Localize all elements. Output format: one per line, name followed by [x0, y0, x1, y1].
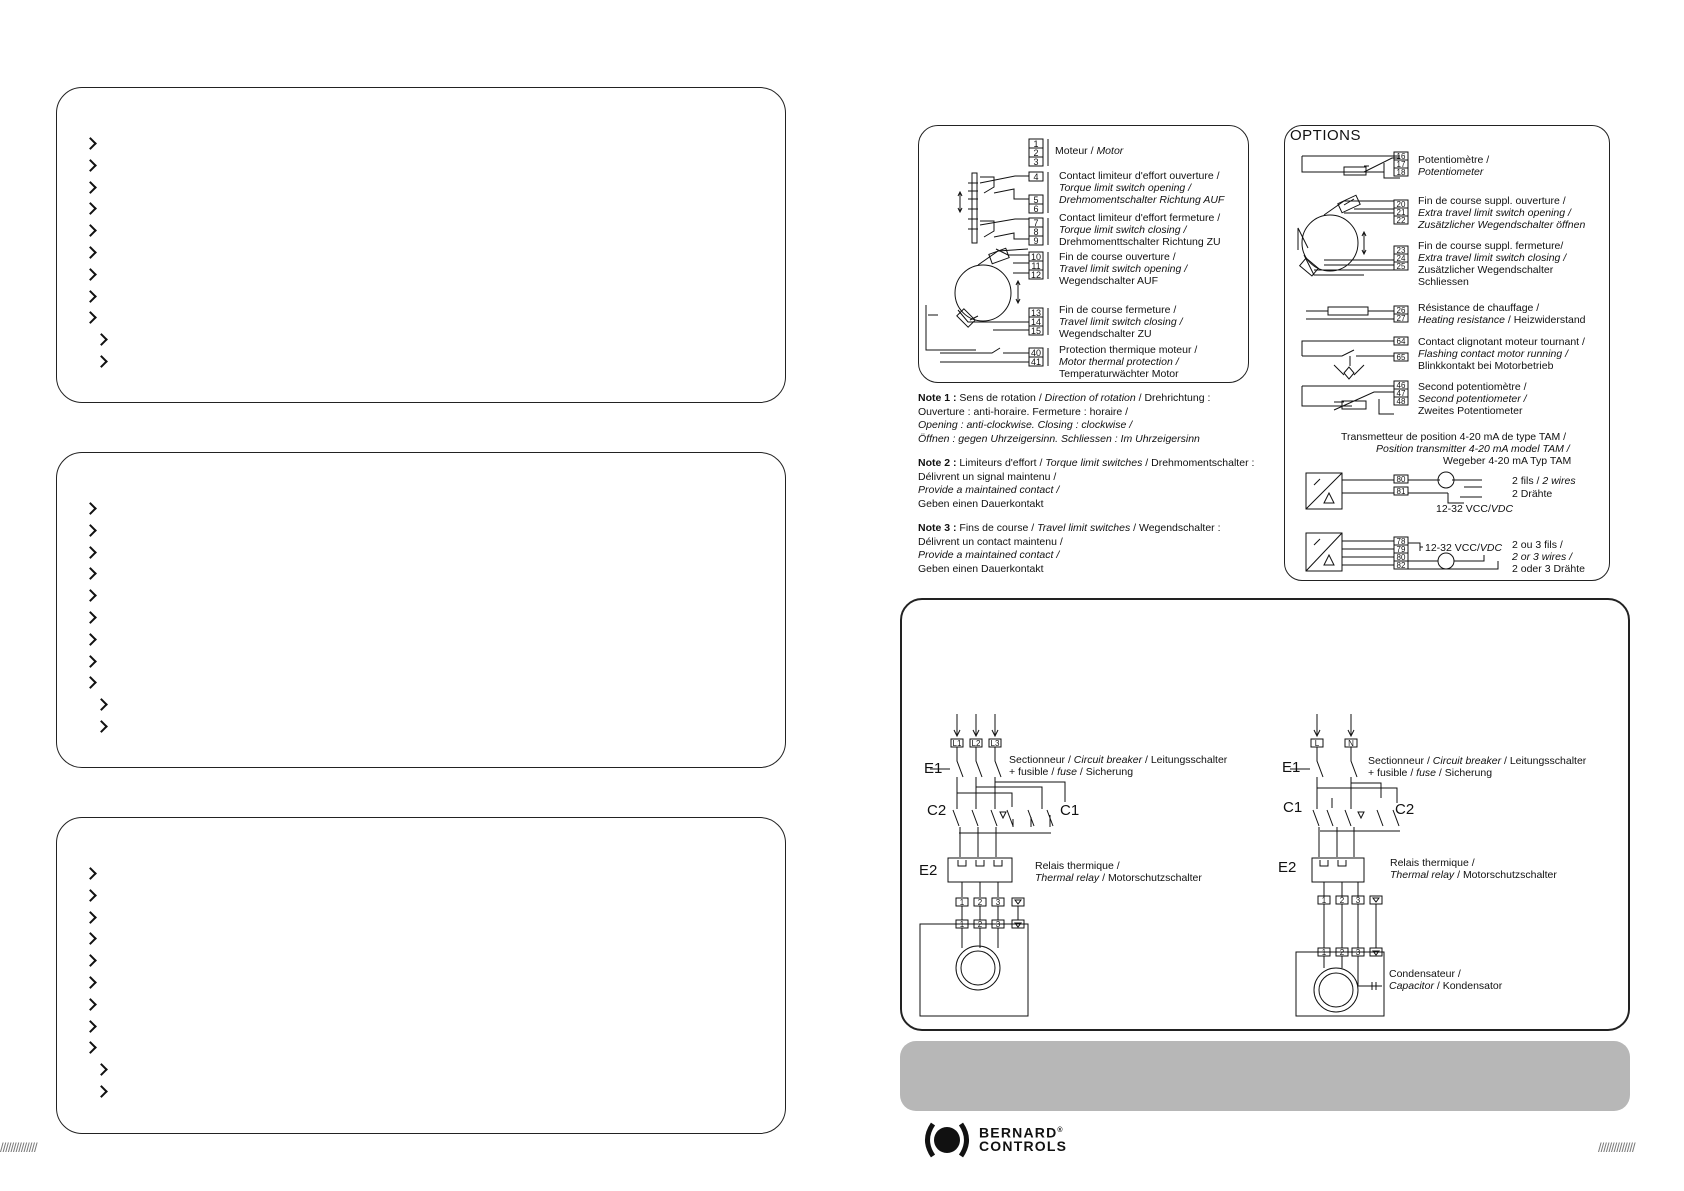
note-text: / Wegendschalter : [1130, 522, 1221, 534]
supply-phase-label: L1 [952, 739, 962, 748]
options-label [1418, 393, 1527, 405]
supply-label-part: Relais thermique / [1035, 860, 1120, 872]
options-label-part: Zweites Potentiometer [1418, 405, 1523, 417]
options-terminal-number: 17 [1396, 160, 1406, 169]
options-label-part: 2 ou 3 fils / [1512, 539, 1563, 551]
supply-phase-label: N [1348, 739, 1354, 748]
note-title: Note 3 : [918, 522, 957, 534]
options-label-part: Zusätzlicher Wegendschalter öffnen [1418, 219, 1586, 231]
options-label [1418, 405, 1522, 417]
options-label-part: VDC [1490, 503, 1514, 515]
supply-terminal-number: 1 [1321, 948, 1327, 957]
options-label [1418, 276, 1469, 288]
wiring-label-part: Drehmomentschalter Richtung AUF [1059, 194, 1225, 206]
supply-tag: C1 [1283, 799, 1303, 816]
options-label-part: VDC [1479, 542, 1503, 554]
supply-phase-label: L2 [971, 739, 981, 748]
options-label-part: 2 fils / [1512, 475, 1543, 487]
note-text: Geben einen Dauerkontakt [918, 562, 1044, 575]
options-label-part: Second potentiomètre / [1418, 381, 1527, 393]
options-label [1418, 314, 1586, 326]
options-label [1418, 360, 1553, 372]
note-line [918, 471, 1254, 485]
note-line [918, 536, 1221, 550]
note-text: Torque limit switches [1045, 457, 1143, 469]
options-label-part: Flashing contact motor running / [1418, 348, 1568, 360]
options-terminal-number: 27 [1396, 314, 1406, 323]
options-label-part: 12-32 VCC/ [1425, 542, 1480, 554]
options-label-part: Contact clignotant moteur tournant / [1418, 336, 1585, 348]
supply-terminal-number: 1 [1321, 896, 1327, 905]
supply-label-part: Circuit breaker [1073, 754, 1143, 766]
supply-label-part: / Motorschutzschalter [1454, 869, 1557, 881]
note-line [918, 522, 1221, 536]
wiring-label [1059, 304, 1176, 316]
wiring-label [1059, 316, 1183, 328]
options-label-part: Extra travel limit switch opening / [1418, 207, 1571, 219]
wiring-label-part: Torque limit switch opening / [1059, 182, 1192, 194]
wiring-label-part: Moteur / [1055, 145, 1097, 157]
options-label [1418, 166, 1483, 178]
note-text: Travel limit switches [1037, 522, 1131, 534]
wiring-label [1059, 194, 1224, 206]
options-label-part: 12-32 VCC/ [1436, 503, 1491, 515]
wiring-terminal-number: 7 [1033, 218, 1039, 228]
supply-terminal-number: 3 [1355, 948, 1361, 957]
supply-label [1390, 857, 1475, 869]
wiring-label [1059, 182, 1191, 194]
wiring-label-part: Fin de course fermeture / [1059, 304, 1177, 316]
wiring-terminal-number: 1 [1033, 139, 1039, 149]
options-terminal-number: 16 [1396, 152, 1406, 161]
wiring-label-part: Motor thermal protection / [1059, 356, 1179, 368]
wiring-terminal-number: 9 [1033, 236, 1039, 246]
supply-terminal-number: 2 [977, 920, 983, 929]
options-label-part: Potentiomètre / [1418, 154, 1490, 166]
note-text: Geben einen Dauerkontakt [918, 497, 1044, 510]
wiring-terminal-number: 4 [1033, 172, 1039, 182]
note-line [918, 457, 1254, 471]
options-label [1418, 336, 1585, 348]
options-terminal-number: 82 [1396, 561, 1406, 570]
supply-phase-label: L [1314, 739, 1320, 748]
supply-label-part: Relais thermique / [1390, 857, 1475, 869]
supply-label [1390, 869, 1557, 881]
supply-label [1035, 872, 1202, 884]
supply-tag: E2 [919, 862, 938, 879]
supply-label-part: / Leitungsschalter [1142, 754, 1228, 766]
wiring-terminal-number: 5 [1033, 195, 1039, 205]
note-2 [918, 457, 1254, 511]
note-line [918, 498, 1254, 512]
options-label [1418, 381, 1527, 393]
wiring-label-part: Contact limiteur d'effort fermeture / [1059, 212, 1221, 224]
note-line [918, 484, 1254, 498]
supply-terminal-number: 3 [995, 898, 1001, 907]
wiring-terminal-number: 10 [1030, 252, 1042, 262]
supply-tag: C2 [927, 802, 947, 819]
slash-decoration-left: ////////////// [0, 1140, 37, 1155]
options-terminal-number: 26 [1396, 306, 1406, 315]
options-label [1418, 154, 1489, 166]
options-label [1418, 207, 1571, 219]
wiring-label-part: Wegendschalter ZU [1059, 328, 1152, 340]
supply-tag: E1 [1282, 759, 1301, 776]
note-text: Délivrent un signal maintenu / [918, 470, 1057, 483]
options-terminal-number: 46 [1396, 381, 1406, 390]
options-terminal-number: 80 [1396, 475, 1406, 484]
note-text: Opening : anti-clockwise. Closing : clockwise / [918, 419, 1133, 432]
options-terminal-number: 65 [1396, 353, 1406, 362]
left-panel-2 [56, 452, 786, 768]
wiring-terminal-number: 40 [1030, 348, 1042, 358]
note-text: Öffnen : gegen Uhrzeigersinn. Schliessen : Im Uhrzeigersinn [918, 432, 1200, 445]
options-label-part: Second potentiometer / [1418, 393, 1527, 405]
supply-label-part: / Kondensator [1433, 980, 1503, 992]
options-label-part: 2 wires [1542, 475, 1576, 487]
supply-label [1389, 968, 1461, 980]
note-text: Direction of rotation [1044, 392, 1136, 404]
options-terminal-number: 48 [1396, 397, 1406, 406]
supply-tag: E2 [1278, 859, 1297, 876]
logo-mark-icon [921, 1121, 973, 1159]
supply-label [1009, 754, 1227, 766]
wiring-label-part: Wegendschalter AUF [1059, 275, 1159, 287]
note-line [918, 433, 1210, 447]
wiring-label [1055, 145, 1123, 157]
wiring-label-part: Motor [1096, 145, 1124, 157]
wiring-label [1059, 251, 1176, 263]
wiring-label [1059, 275, 1158, 287]
note-text: / Drehrichtung : [1135, 392, 1211, 404]
options-label [1512, 475, 1576, 487]
options-label-part: Position transmitter 4-20 mA model TAM / [1376, 443, 1570, 455]
options-terminal-number: 21 [1396, 208, 1406, 217]
options-label-part: / Heizwiderstand [1504, 314, 1586, 326]
note-text: / Drehmomentschalter : [1142, 457, 1255, 469]
supply-label-part: / Sicherung [1077, 766, 1134, 778]
wiring-terminal-number: 12 [1030, 270, 1042, 280]
supply-tag: C1 [1060, 802, 1080, 819]
options-label-part: 2 Drähte [1512, 488, 1553, 500]
power-supply-drawing [900, 598, 1630, 1031]
note-text: Fins de course / [956, 522, 1038, 534]
options-label-part: Schliessen [1418, 276, 1469, 288]
supply-label [1368, 767, 1492, 779]
options-label [1425, 542, 1502, 554]
supply-label-part: Sectionneur / [1009, 754, 1074, 766]
options-label [1418, 264, 1553, 276]
note-line [918, 549, 1221, 563]
options-label [1512, 539, 1563, 551]
slash-decoration-right: ////////////// [1598, 1140, 1635, 1155]
wiring-label-part: Torque limit switch closing / [1059, 224, 1187, 236]
supply-label-part: / Motorschutzschalter [1099, 872, 1202, 884]
wiring-label-part: Travel limit switch closing / [1059, 316, 1183, 328]
options-label [1443, 455, 1571, 467]
supply-label [1389, 980, 1502, 992]
wiring-label [1059, 224, 1186, 236]
supply-label-part: Thermal relay [1390, 869, 1455, 881]
options-label-part: Fin de course suppl. ouverture / [1418, 195, 1566, 207]
supply-label-part: + fusible / [1009, 766, 1058, 778]
wiring-terminal-number: 8 [1033, 227, 1039, 237]
supply-label [1009, 766, 1133, 778]
supply-label-part: / Sicherung [1436, 767, 1493, 779]
wiring-label-part: Travel limit switch opening / [1059, 263, 1188, 275]
supply-terminal-number: 1 [959, 898, 965, 907]
note-text: Sens de rotation / [956, 392, 1045, 404]
options-label [1376, 443, 1570, 455]
supply-terminal-number: 1 [959, 920, 965, 929]
note-line [918, 563, 1221, 577]
wiring-label [1059, 263, 1187, 275]
supply-label-part: fuse [1057, 766, 1078, 778]
supply-phase-label: L3 [990, 739, 1000, 748]
supply-label-part: Sectionneur / [1368, 755, 1433, 767]
wiring-terminal-number: 14 [1030, 317, 1042, 327]
logo-text-line2: CONTROLS [979, 1138, 1068, 1154]
options-terminal-number: 79 [1396, 545, 1406, 554]
wiring-label [1059, 328, 1152, 340]
wiring-label [1059, 212, 1220, 224]
options-label [1512, 563, 1585, 575]
supply-terminal-number: 3 [995, 920, 1001, 929]
wiring-label-part: Contact limiteur d'effort ouverture / [1059, 170, 1220, 182]
left-panel-3 [56, 817, 786, 1134]
options-label [1418, 252, 1566, 264]
options-terminal-number: 81 [1396, 487, 1406, 496]
supply-label-part: Capacitor [1389, 980, 1434, 992]
supply-tag: C2 [1395, 801, 1415, 818]
supply-label-part: + fusible / [1368, 767, 1417, 779]
options-label-part: Potentiometer [1418, 166, 1484, 178]
note-text: Provide a maintained contact / [918, 549, 1060, 562]
options-label [1418, 348, 1568, 360]
options-terminal-number: 20 [1396, 200, 1406, 209]
options-label [1512, 551, 1572, 563]
options-terminal-number: 24 [1396, 254, 1406, 263]
note-line [918, 392, 1210, 406]
wiring-label-part: Drehmomenttschalter Richtung ZU [1059, 236, 1221, 248]
wiring-label [1059, 170, 1220, 182]
supply-terminal-number: 2 [977, 898, 983, 907]
options-label-part: Résistance de chauffage / [1418, 302, 1540, 314]
options-label-part: Fin de course suppl. fermeture/ [1418, 240, 1564, 252]
options-terminal-number: 18 [1396, 168, 1406, 177]
options-label [1418, 240, 1563, 252]
supply-terminal-number: 2 [1339, 948, 1345, 957]
options-label-part: Blinkkontakt bei Motorbetrieb [1418, 360, 1554, 372]
wiring-terminal-number: 11 [1031, 261, 1041, 271]
note-text: Ouverture : anti-horaire. Fermeture : horaire / [918, 405, 1129, 418]
note-line [918, 419, 1210, 433]
options-terminal-number: 80 [1396, 553, 1406, 562]
note-3 [918, 522, 1221, 576]
options-title: OPTIONS [1290, 127, 1362, 144]
note-line [918, 406, 1210, 420]
options-label [1418, 195, 1566, 207]
options-label [1418, 219, 1585, 231]
supply-tag: E1 [924, 760, 943, 777]
supply-label-part: Circuit breaker [1432, 755, 1502, 767]
supply-terminal-number: 2 [1339, 896, 1345, 905]
gray-info-band [900, 1041, 1630, 1111]
options-terminal-number: 23 [1396, 246, 1406, 255]
options-label [1436, 503, 1513, 515]
options-label-part: 2 or 3 wires / [1512, 551, 1573, 563]
supply-label [1035, 860, 1120, 872]
note-text: Délivrent un contact maintenu / [918, 535, 1063, 548]
options-terminal-number: 47 [1396, 389, 1406, 398]
options-terminal-number: 25 [1396, 262, 1406, 271]
supply-label [1368, 755, 1586, 767]
wiring-label [1059, 356, 1179, 368]
wiring-terminal-number: 13 [1030, 308, 1042, 318]
wiring-label-part: Temperaturwächter Motor [1059, 368, 1179, 380]
wiring-terminal-number: 15 [1030, 326, 1042, 336]
options-terminal-number: 22 [1396, 216, 1406, 225]
wiring-label [1059, 368, 1179, 380]
wiring-terminal-number: 41 [1030, 357, 1042, 367]
options-label-part: Wegeber 4-20 mA Typ TAM [1443, 455, 1572, 467]
wiring-terminal-number: 6 [1033, 204, 1039, 214]
left-panel-1 [56, 87, 786, 403]
bernard-controls-logo [921, 1119, 1091, 1161]
options-label-part: Zusätzlicher Wegendschalter [1418, 264, 1554, 276]
note-1 [918, 392, 1210, 446]
wiring-label [1059, 236, 1221, 248]
options-label [1418, 302, 1539, 314]
options-label-part: 2 oder 3 Drähte [1512, 563, 1585, 575]
wiring-terminal-number: 2 [1033, 148, 1039, 158]
supply-label-part: / Leitungsschalter [1501, 755, 1587, 767]
options-label-part: Heating resistance [1418, 314, 1505, 326]
supply-terminal-number: 3 [1355, 896, 1361, 905]
options-label [1341, 431, 1566, 443]
wiring-label [1059, 344, 1197, 356]
supply-label-part: Condensateur / [1389, 968, 1461, 980]
wiring-label-part: Fin de course ouverture / [1059, 251, 1176, 263]
note-title: Note 2 : [918, 457, 957, 469]
options-label-part: Extra travel limit switch closing / [1418, 252, 1567, 264]
note-text: Limiteurs d'effort / [956, 457, 1046, 469]
note-title: Note 1 : [918, 392, 957, 404]
note-text: Provide a maintained contact / [918, 484, 1060, 497]
options-label-part: Transmetteur de position 4-20 mA de type TAM / [1341, 431, 1567, 443]
supply-label-part: Thermal relay [1035, 872, 1100, 884]
options-label [1512, 488, 1552, 500]
options-terminal-number: 64 [1396, 337, 1406, 346]
wiring-terminal-number: 3 [1033, 157, 1039, 167]
options-terminal-number: 78 [1396, 537, 1406, 546]
supply-label-part: fuse [1416, 767, 1437, 779]
logo-text-line1: BERNARD® [979, 1124, 1064, 1141]
wiring-label-part: Protection thermique moteur / [1059, 344, 1198, 356]
